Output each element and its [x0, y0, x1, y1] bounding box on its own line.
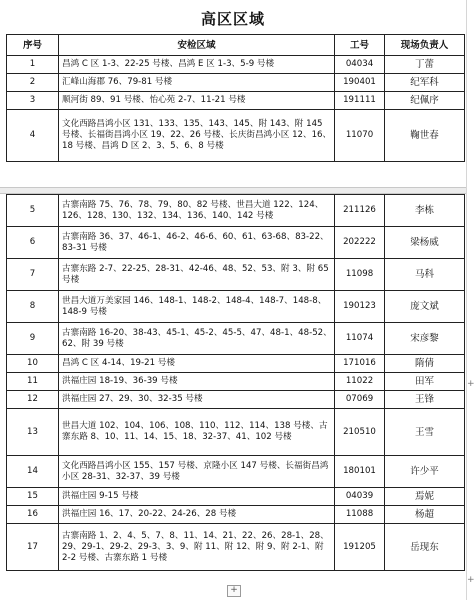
- supervisor-cell: 纪军科: [385, 74, 465, 92]
- table-row: [7, 323, 465, 355]
- staff-id-cell: 202222: [335, 227, 385, 259]
- table-row: [7, 110, 465, 162]
- staff-id-cell: 190123: [335, 291, 385, 323]
- supervisor-cell: 丁蕾: [385, 56, 465, 74]
- table-row: [7, 259, 465, 291]
- header-area: 安检区域: [59, 35, 335, 56]
- area-cell: 洪福庄园 16、17、20-22、24-26、28 号楼: [59, 506, 335, 524]
- staff-id-cell: 11098: [335, 259, 385, 291]
- row-number: 15: [7, 488, 59, 506]
- header-no: 序号: [7, 35, 59, 56]
- row-number: 4: [7, 110, 59, 162]
- row-number: 17: [7, 524, 59, 571]
- row-number: 2: [7, 74, 59, 92]
- area-cell: 洪福庄园 18-19、36-39 号楼: [59, 373, 335, 391]
- row-number: 9: [7, 323, 59, 355]
- area-cell: 洪福庄园 27、29、30、32-35 号楼: [59, 391, 335, 409]
- row-number: 8: [7, 291, 59, 323]
- add-row-button[interactable]: +: [227, 585, 241, 597]
- area-cell: 古寨南路 36、37、46-1、46-2、46-6、60、61、63-68、83-22、83-31 号楼: [59, 227, 335, 259]
- table-row: [7, 456, 465, 488]
- header-name: 现场负责人: [385, 35, 465, 56]
- header-id: 工号: [335, 35, 385, 56]
- row-number: 7: [7, 259, 59, 291]
- supervisor-cell: 隋倩: [385, 355, 465, 373]
- area-cell: 古寨南路 1、2、4、5、7、8、11、14、21、22、26、28-1、28、29、29-1、29-2、29-3、3、9、附 11、附 12、附 9、附 2-1、附 2-2 号楼、古寨东路 1 号楼: [59, 524, 335, 571]
- row-number: 12: [7, 391, 59, 409]
- table-row: [7, 524, 465, 571]
- area-cell: 世昌大道 102、104、106、108、110、112、114、138 号楼、古寨东路 8、10、11、14、15、18、32-37、41、102 号楼: [59, 409, 335, 456]
- supervisor-cell: 庞文斌: [385, 291, 465, 323]
- staff-id-cell: 211126: [335, 195, 385, 227]
- table-row: [7, 506, 465, 524]
- supervisor-cell: 马科: [385, 259, 465, 291]
- page-edge: [466, 0, 467, 600]
- area-cell: 世昌大道万美家园 146、148-1、148-2、148-4、148-7、148-8、148-9 号楼: [59, 291, 335, 323]
- area-cell: 文化西路昌鸿小区 155、157 号楼、京隆小区 147 号楼、长福街昌鸿小区 28-31、32-37、39 号楼: [59, 456, 335, 488]
- row-number: 16: [7, 506, 59, 524]
- supervisor-cell: 杨超: [385, 506, 465, 524]
- staff-id-cell: 04039: [335, 488, 385, 506]
- staff-id-cell: 11022: [335, 373, 385, 391]
- staff-id-cell: 07069: [335, 391, 385, 409]
- table-row: [7, 409, 465, 456]
- area-cell: 文化西路昌鸿小区 131、133、135、143、145、附 143、附 145 号楼、长福街昌鸿小区 19、22、26 号楼、长庆街昌鸿小区 12、16、18 号楼、昌鸿 D 区 2、3、5、6、8 号楼: [59, 110, 335, 162]
- staff-id-cell: 171016: [335, 355, 385, 373]
- staff-id-cell: 210510: [335, 409, 385, 456]
- row-number: 6: [7, 227, 59, 259]
- supervisor-cell: 宋彦黎: [385, 323, 465, 355]
- area-cell: 昌鸿 C 区 1-3、22-25 号楼、昌鸿 E 区 1-3、5-9 号楼: [59, 56, 335, 74]
- area-cell: 顺河街 89、91 号楼、怡心苑 2-7、11-21 号楼: [59, 92, 335, 110]
- page-break-band: [0, 187, 466, 194]
- area-cell: 洪福庄园 9-15 号楼: [59, 488, 335, 506]
- table-row: [7, 195, 465, 227]
- supervisor-cell: 纪佩序: [385, 92, 465, 110]
- table-row: [7, 355, 465, 373]
- supervisor-cell: 田军: [385, 373, 465, 391]
- row-number: 3: [7, 92, 59, 110]
- staff-id-cell: 11070: [335, 110, 385, 162]
- table-row: [7, 56, 465, 74]
- row-add-handle-bottom[interactable]: +: [467, 575, 475, 585]
- area-cell: 昌鸿 C 区 4-14、19-21 号楼: [59, 355, 335, 373]
- supervisor-cell: 许少平: [385, 456, 465, 488]
- supervisor-cell: 岳现东: [385, 524, 465, 571]
- page-title: 高区区域: [200, 10, 265, 28]
- table-row: [7, 488, 465, 506]
- table-row: [7, 391, 465, 409]
- table-row: [7, 92, 465, 110]
- supervisor-cell: 王雪: [385, 409, 465, 456]
- row-add-handle[interactable]: +: [467, 379, 475, 389]
- row-number: 11: [7, 373, 59, 391]
- staff-id-cell: 191205: [335, 524, 385, 571]
- supervisor-cell: 焉妮: [385, 488, 465, 506]
- supervisor-cell: 李栋: [385, 195, 465, 227]
- table-header-row: [7, 35, 465, 56]
- row-number: 5: [7, 195, 59, 227]
- area-cell: 古寨南路 75、76、78、79、80、82 号楼、世昌大道 122、124、126、128、130、132、134、136、140、142 号楼: [59, 195, 335, 227]
- staff-id-cell: 11088: [335, 506, 385, 524]
- row-number: 10: [7, 355, 59, 373]
- staff-id-cell: 191111: [335, 92, 385, 110]
- area-cell: 古寨东路 2-7、22-25、28-31、42-46、48、52、53、附 3、附 65 号楼: [59, 259, 335, 291]
- assignment-table-part-2: [6, 194, 465, 571]
- table-row: [7, 74, 465, 92]
- staff-id-cell: 190401: [335, 74, 385, 92]
- row-number: 13: [7, 409, 59, 456]
- staff-id-cell: 180101: [335, 456, 385, 488]
- table-row: [7, 227, 465, 259]
- table-row: [7, 291, 465, 323]
- table-row: [7, 373, 465, 391]
- supervisor-cell: 梁杨威: [385, 227, 465, 259]
- assignment-table-part-1: [6, 34, 465, 162]
- staff-id-cell: 04034: [335, 56, 385, 74]
- staff-id-cell: 11074: [335, 323, 385, 355]
- area-cell: 古寨南路 16-20、38-43、45-1、45-2、45-5、47、48-1、48-52、62、附 39 号楼: [59, 323, 335, 355]
- supervisor-cell: 王锋: [385, 391, 465, 409]
- row-number: 1: [7, 56, 59, 74]
- row-number: 14: [7, 456, 59, 488]
- area-cell: 汇峰山海郡 76、79-81 号楼: [59, 74, 335, 92]
- supervisor-cell: 鞠世春: [385, 110, 465, 162]
